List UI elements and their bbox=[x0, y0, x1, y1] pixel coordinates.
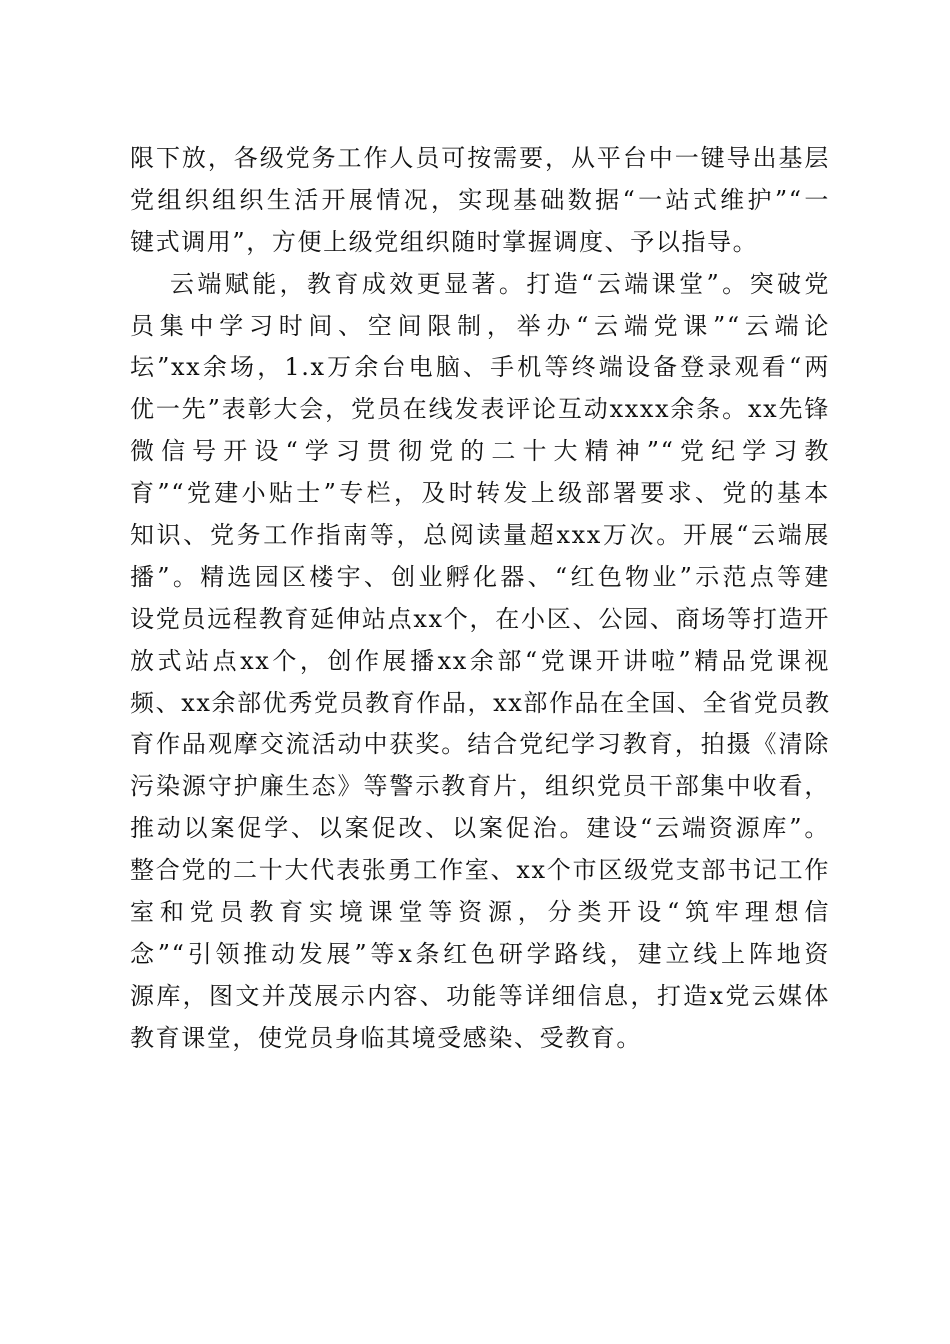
text-line: 教育课堂，使党员身临其境受感染、受教育。 bbox=[130, 1023, 642, 1052]
text-line: 污染源守护廉生态》等警示教育片，组织党员干部集中收看， bbox=[130, 772, 830, 801]
text-line: 育”“党建小贴士”专栏，及时转发上级部署要求、党的基本 bbox=[130, 479, 830, 508]
text-line: 键式调用”，方便上级党组织随时掌握调度、予以指导。 bbox=[130, 227, 759, 256]
body-text bbox=[130, 138, 830, 1060]
text-line: 育作品观摩交流活动中获奖。结合党纪学习教育，拍摄《清除 bbox=[130, 730, 830, 759]
text-line: 源库，图文并茂展示内容、功能等详细信息，打造x党云媒体 bbox=[130, 981, 830, 1010]
text-line: 播”。精选园区楼宇、创业孵化器、“红色物业”示范点等建 bbox=[130, 562, 830, 591]
text-line: 微信号开设“学习贯彻党的二十大精神”“党纪学习教 bbox=[130, 437, 830, 466]
text-line: 知识、党务工作指南等，总阅读量超xxx万次。开展“云端展 bbox=[130, 521, 830, 550]
text-line: 室和党员教育实境课堂等资源，分类开设“筑牢理想信 bbox=[130, 898, 830, 927]
text-line: 整合党的二十大代表张勇工作室、xx个市区级党支部书记工作 bbox=[130, 856, 830, 885]
text-line: 党组织组织生活开展情况，实现基础数据“一站式维护”“一 bbox=[130, 185, 830, 214]
paragraph-start-line: 云端赋能，教育成效更显著。打造“云端课堂”。突破党 bbox=[170, 269, 830, 298]
text-line: 放式站点xx个，创作展播xx余部“党课开讲啦”精品党课视 bbox=[130, 646, 830, 675]
text-line: 员集中学习时间、空间限制，举办“云端党课”“云端论 bbox=[130, 311, 830, 340]
text-line: 设党员远程教育延伸站点xx个，在小区、公园、商场等打造开 bbox=[130, 604, 830, 633]
text-line: 限下放，各级党务工作人员可按需要，从平台中一键导出基层 bbox=[130, 144, 830, 172]
text-line: 频、xx余部优秀党员教育作品，xx部作品在全国、全省党员教 bbox=[130, 688, 831, 717]
text-line: 坛”xx余场，1.x万余台电脑、手机等终端设备登录观看“两 bbox=[130, 353, 830, 382]
text-line: 优一先”表彰大会，党员在线发表评论互动xxxx余条。xx先锋 bbox=[130, 395, 830, 424]
text-line: 念”“引领推动发展”等x条红色研学路线，建立线上阵地资 bbox=[130, 939, 830, 968]
text-line: 推动以案促学、以案促改、以案促治。建设“云端资源库”。 bbox=[130, 814, 830, 843]
